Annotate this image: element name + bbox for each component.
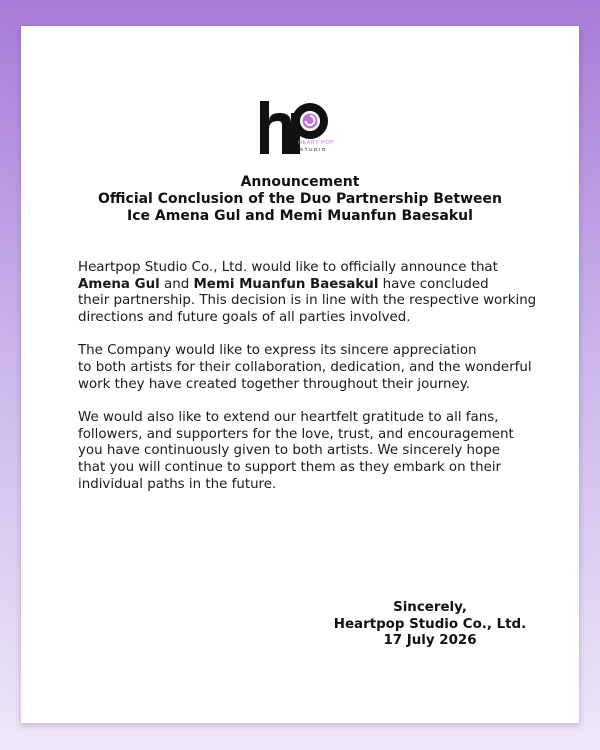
artist-name-memi: Memi Muanfun Baesakul: [193, 276, 379, 292]
paragraph-1-line-3: their partnership. This decision is in line with the respective working: [78, 293, 537, 309]
paragraph-3-line-4: that you will continue to support them as they embark on their: [78, 459, 502, 475]
paragraph-1-line-4: directions and future goals of all parties involved.: [78, 309, 411, 325]
paragraph-1-line-2: [78, 277, 548, 294]
paragraph-1-line-1: Heartpop Studio Co., Ltd. would like to officially announce that: [78, 260, 498, 275]
paragraph-3-line-2: followers, and supporters for the love, trust, and encouragement: [78, 426, 514, 442]
announcement-body: [78, 260, 548, 510]
paragraph-1: [78, 260, 548, 326]
paragraph-2-line-1: The Company would like to express its sincere appreciation: [78, 343, 477, 359]
paragraph-2: [78, 343, 548, 393]
heartpop-studio-logo: [258, 99, 340, 157]
signoff-closing: Sincerely,: [393, 600, 467, 615]
heading-title-line1: Official Conclusion of the Duo Partnership Between: [98, 191, 502, 207]
logo-tagline-line2: STUDIO: [300, 147, 327, 152]
paragraph-3: [78, 410, 548, 493]
logo-tagline-line1: HEART POP: [298, 140, 335, 146]
paragraph-2-line-2: to both artists for their collaboration, dedication, and the wonderful: [78, 359, 532, 375]
paragraph-3-line-1: We would also like to extend our heartfelt gratitude to all fans,: [78, 410, 499, 426]
announcement-heading: [21, 174, 579, 225]
signoff-block: [330, 600, 530, 650]
paragraph-2-line-3: work they have created together throughout their journey.: [78, 376, 471, 392]
artist-name-amena: Amena Gul: [78, 276, 160, 292]
signoff-date: 17 July 2026: [383, 633, 477, 649]
heartpop-logo-icon: [258, 99, 340, 157]
paragraph-1-line-2-rest: have concluded: [378, 276, 489, 292]
signoff-company: Heartpop Studio Co., Ltd.: [333, 616, 527, 632]
paragraph-3-line-3: you have continuously given to both artists. We sincerely hope: [78, 443, 500, 459]
heading-title-line2: Ice Amena Gul and Memi Muanfun Baesakul: [127, 208, 473, 224]
paragraph-3-line-5: individual paths in the future.: [78, 476, 277, 492]
heading-label: Announcement: [240, 174, 360, 190]
conjunction-and: and: [159, 276, 194, 292]
